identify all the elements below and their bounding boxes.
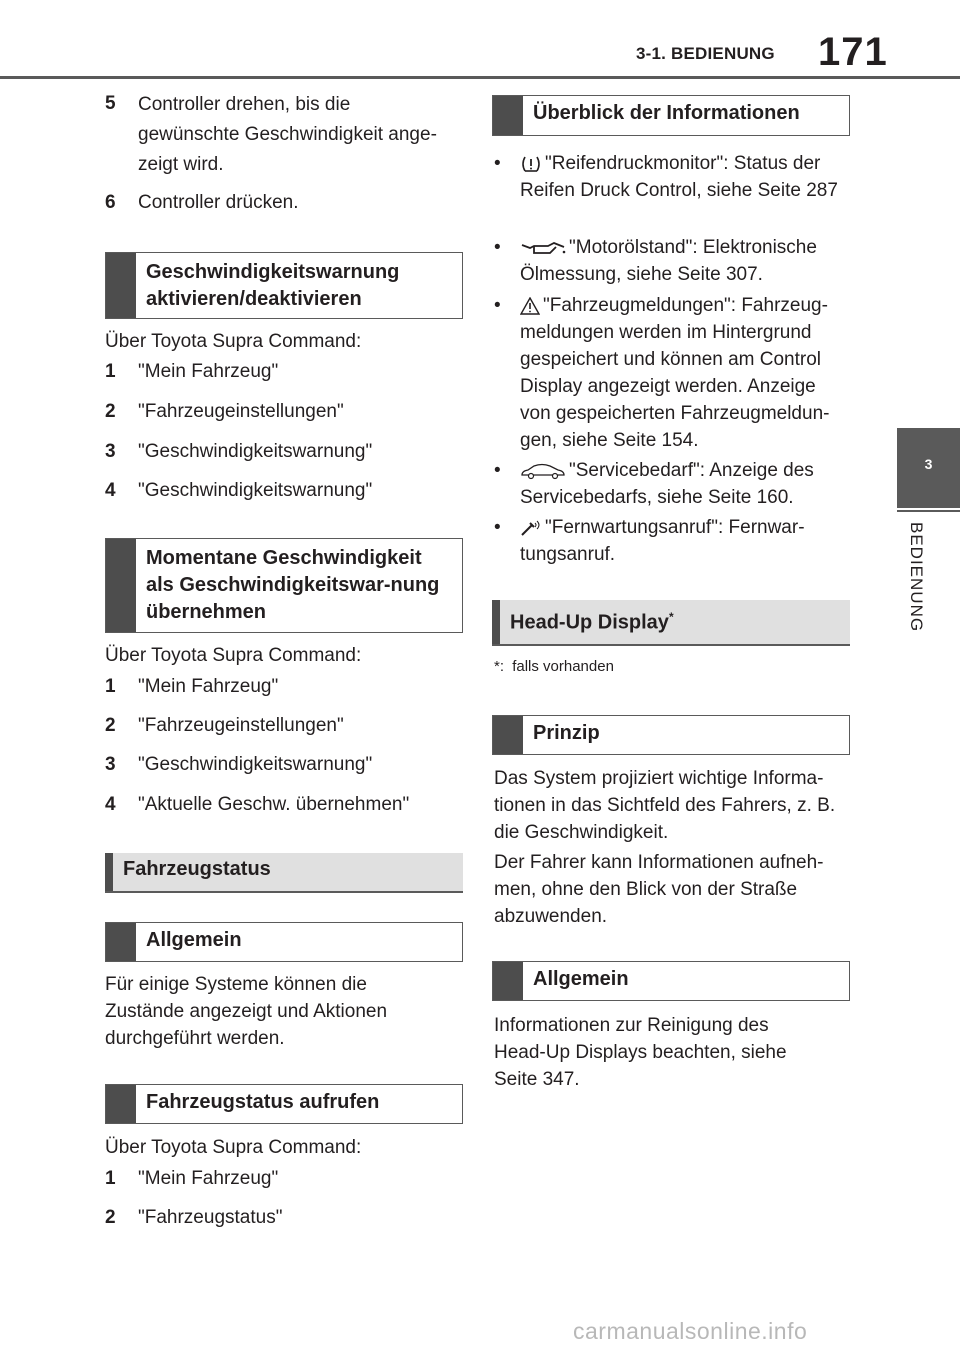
bullet-dot: • bbox=[494, 237, 501, 258]
heading-general bbox=[492, 961, 850, 1001]
step-number: 5 bbox=[105, 93, 116, 114]
general-paragraph: Informationen zur Reinigung des Head-Up Displays beachten, siehe Seite 347. bbox=[494, 1015, 787, 1090]
step-number: 3 bbox=[105, 441, 116, 462]
step-item bbox=[105, 477, 465, 505]
step-text: "Mein Fahrzeug" bbox=[138, 361, 279, 382]
heading-label: Fahrzeugstatus aufrufen bbox=[146, 1091, 380, 1113]
bullet-text-wrap bbox=[520, 150, 846, 204]
chapter-number: 3 bbox=[924, 456, 933, 472]
step-number: 2 bbox=[105, 1207, 116, 1228]
step-number: 2 bbox=[105, 715, 116, 736]
heading-bar bbox=[106, 923, 136, 961]
wrench-signal-icon bbox=[520, 519, 542, 537]
step-item bbox=[105, 438, 465, 466]
bullet-dot: • bbox=[494, 295, 501, 316]
heading-label: Fahrzeugstatus bbox=[123, 858, 271, 880]
step-number: 4 bbox=[105, 794, 116, 815]
heading-bar bbox=[106, 539, 136, 632]
step-number: 2 bbox=[105, 401, 116, 422]
heading-label: Allgemein bbox=[533, 968, 629, 990]
heading-label: Momentane Geschwindigkeit als Geschwindigkeitswar-nung übernehmen bbox=[146, 547, 440, 623]
bullet-text-wrap bbox=[520, 457, 846, 511]
step-number: 6 bbox=[105, 192, 116, 213]
heading-overview bbox=[492, 95, 850, 136]
bullet-dot: • bbox=[494, 153, 501, 174]
step-item bbox=[105, 712, 465, 740]
bullet-item bbox=[494, 514, 850, 568]
heading-label-wrap bbox=[510, 610, 674, 635]
heading-call-status bbox=[105, 1084, 463, 1124]
step-text: Controller drehen, bis die gewünschte Geschwindigkeit ange-zeigt wird. bbox=[138, 94, 437, 175]
principle-paragraph: Das System projiziert wichtige Informa-tionen in das Sichtfeld des Fahrers, z. B. die Geschwindigkeit. bbox=[494, 768, 836, 843]
heading-label: Allgemein bbox=[146, 929, 242, 951]
oil-can-icon bbox=[520, 239, 566, 257]
car-service-icon bbox=[520, 462, 566, 480]
bullet-text-wrap bbox=[520, 514, 846, 568]
heading-vehicle-status bbox=[105, 853, 463, 893]
step-text: "Fahrzeugeinstellungen" bbox=[138, 401, 344, 422]
bullet-item bbox=[494, 292, 850, 454]
bullet-item bbox=[494, 150, 850, 231]
step-number: 4 bbox=[105, 480, 116, 501]
heading-bar bbox=[106, 253, 136, 318]
step-text: Controller drücken. bbox=[138, 192, 299, 213]
heading-bar bbox=[492, 600, 500, 644]
general-text: Für einige Systeme können die Zustände angezeigt und Aktionen durchgeführt werden. bbox=[105, 974, 388, 1049]
step-text: "Mein Fahrzeug" bbox=[138, 676, 279, 697]
bullet-dot: • bbox=[494, 460, 501, 481]
chapter-tab-divider bbox=[897, 510, 960, 512]
bullet-text-wrap bbox=[520, 234, 846, 288]
section-title: 3-1. BEDIENUNG bbox=[636, 44, 775, 63]
heading-bar bbox=[105, 853, 113, 891]
bullet-text: "Motorölstand": Elektronische Ölmessung, siehe Seite 307. bbox=[520, 237, 817, 285]
heading-current-speed bbox=[105, 538, 463, 633]
heading-speed-warning bbox=[105, 252, 463, 319]
footnote-text: falls vorhanden bbox=[512, 658, 614, 675]
step-number: 1 bbox=[105, 361, 116, 382]
step-text: "Geschwindigkeitswarnung" bbox=[138, 480, 373, 501]
tire-pressure-icon bbox=[520, 155, 542, 173]
heading-bar bbox=[106, 1085, 136, 1123]
heading-label: Geschwindigkeitswarnung aktivieren/deaktivieren bbox=[146, 261, 400, 310]
bullet-text: "Fahrzeugmeldungen": Fahrzeug-meldungen werden im Hintergrund gespeichert und können am Control Display angezeigt werden. Anzeige von gespeicherten Fahrzeugmeldun-gen, siehe Seite 154. bbox=[520, 295, 830, 451]
intro-text: Über Toyota Supra Command: bbox=[105, 645, 362, 666]
bullet-dot: • bbox=[494, 517, 501, 538]
step-number: 1 bbox=[105, 1168, 116, 1189]
step-item bbox=[105, 398, 465, 426]
warning-triangle-icon bbox=[520, 297, 540, 315]
step-number: 3 bbox=[105, 754, 116, 775]
page-number: 171 bbox=[818, 30, 888, 74]
step-item bbox=[105, 90, 465, 180]
heading-bar bbox=[493, 962, 523, 1000]
bullet-text: "Servicebedarf": Anzeige des Servicebedarfs, siehe Seite 160. bbox=[520, 460, 814, 508]
intro-text: Über Toyota Supra Command: bbox=[105, 1137, 362, 1158]
header-rule bbox=[0, 76, 960, 79]
step-text: "Geschwindigkeitswarnung" bbox=[138, 441, 373, 462]
step-text: "Aktuelle Geschw. übernehmen" bbox=[138, 794, 410, 815]
footnote-marker: * bbox=[668, 610, 674, 624]
heading-hud bbox=[492, 600, 850, 646]
step-text: "Fahrzeugstatus" bbox=[138, 1207, 283, 1228]
step-number: 1 bbox=[105, 676, 116, 697]
heading-label: Überblick der Informationen bbox=[533, 102, 800, 124]
step-item bbox=[105, 358, 465, 386]
chapter-label: BEDIENUNG bbox=[907, 522, 926, 633]
watermark: carmanualsonline.info bbox=[573, 1318, 808, 1344]
step-item bbox=[105, 673, 465, 701]
bullet-item bbox=[494, 234, 850, 288]
heading-label: Head-Up Display bbox=[510, 611, 669, 634]
step-item bbox=[105, 1165, 465, 1193]
bullet-item bbox=[494, 457, 850, 511]
intro-text: Über Toyota Supra Command: bbox=[105, 331, 362, 352]
step-item bbox=[105, 791, 465, 819]
footnote bbox=[494, 658, 614, 675]
principle-paragraph: Der Fahrer kann Informationen aufneh-men, ohne den Blick von der Straße abzuwenden. bbox=[494, 852, 824, 927]
heading-bar bbox=[493, 716, 523, 754]
step-item bbox=[105, 1204, 465, 1232]
bullet-text-wrap bbox=[520, 292, 846, 454]
heading-bar bbox=[493, 96, 523, 135]
heading-general bbox=[105, 922, 463, 962]
step-text: "Mein Fahrzeug" bbox=[138, 1168, 279, 1189]
step-text: "Geschwindigkeitswarnung" bbox=[138, 754, 373, 775]
heading-label: Prinzip bbox=[533, 722, 600, 744]
heading-principle bbox=[492, 715, 850, 755]
bullet-text: "Reifendruckmonitor": Status der Reifen Druck Control, siehe Seite 287 bbox=[520, 153, 838, 201]
footnote-marker: *: bbox=[494, 658, 505, 675]
step-text: "Fahrzeugeinstellungen" bbox=[138, 715, 344, 736]
bullet-text: "Fernwartungsanruf": Fernwar-tungsanruf. bbox=[520, 517, 805, 565]
chapter-label-wrap bbox=[906, 522, 930, 642]
step-item bbox=[105, 751, 465, 779]
step-item bbox=[105, 189, 465, 219]
